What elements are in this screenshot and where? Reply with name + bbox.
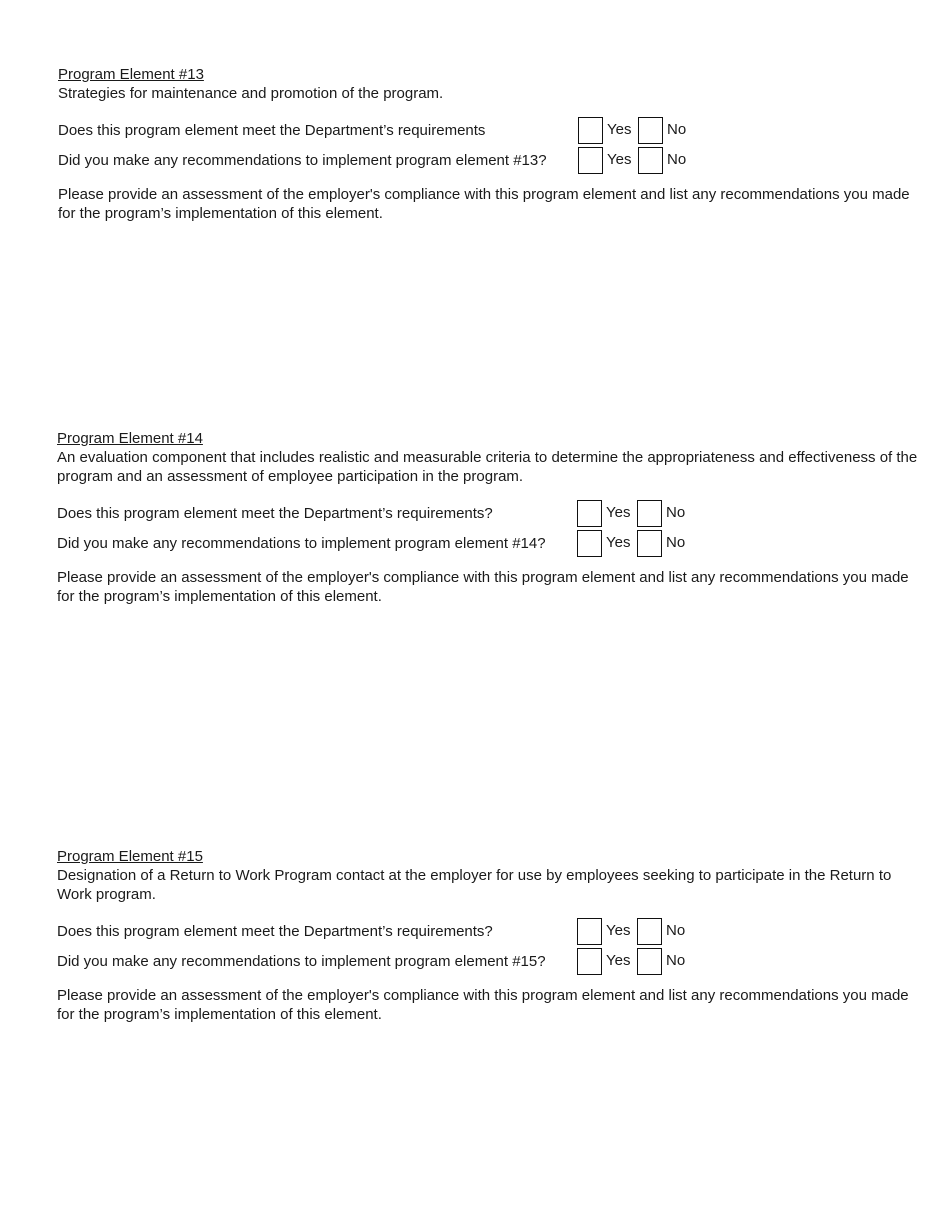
requirements-question: Does this program element meet the Department’s requirements bbox=[58, 122, 486, 139]
yes-label: Yes bbox=[607, 121, 632, 138]
yes-label: Yes bbox=[606, 952, 631, 969]
recommendations-yes-checkbox[interactable] bbox=[577, 948, 602, 975]
yes-label: Yes bbox=[606, 534, 631, 551]
assessment-prompt: Please provide an assessment of the employer's compliance with this program element and list any recommendations you made for the program’s implementation of this element. bbox=[57, 569, 909, 605]
recommendations-yes-checkbox[interactable] bbox=[578, 147, 603, 174]
recommendations-question-row bbox=[57, 530, 927, 560]
recommendations-question: Did you make any recommendations to implement program element #13? bbox=[58, 152, 547, 169]
requirements-question: Does this program element meet the Department’s requirements? bbox=[57, 505, 493, 522]
requirements-question: Does this program element meet the Department’s requirements? bbox=[57, 923, 493, 940]
assessment-prompt: Please provide an assessment of the employer's compliance with this program element and list any recommendations you made for the program’s implementation of this element. bbox=[57, 987, 909, 1023]
recommendations-question-row bbox=[57, 948, 927, 978]
program-element-13-section bbox=[58, 66, 928, 223]
program-element-description: Designation of a Return to Work Program contact at the employer for use by employees seeking to participate in the Return to Work program. bbox=[57, 867, 892, 903]
requirements-yes-checkbox[interactable] bbox=[578, 117, 603, 144]
recommendations-question-row bbox=[58, 147, 928, 177]
recommendations-question: Did you make any recommendations to implement program element #15? bbox=[57, 953, 546, 970]
yes-label: Yes bbox=[607, 151, 632, 168]
program-element-heading: Program Element #15 bbox=[57, 848, 203, 865]
recommendations-no-checkbox[interactable] bbox=[638, 147, 663, 174]
no-label: No bbox=[666, 534, 686, 551]
recommendations-no-checkbox[interactable] bbox=[637, 530, 662, 557]
requirements-question-row bbox=[58, 117, 928, 147]
requirements-no-checkbox[interactable] bbox=[637, 500, 662, 527]
recommendations-yes-checkbox[interactable] bbox=[577, 530, 602, 557]
requirements-yes-checkbox[interactable] bbox=[577, 918, 602, 945]
recommendations-no-checkbox[interactable] bbox=[637, 948, 662, 975]
no-label: No bbox=[666, 504, 686, 521]
program-element-description: Strategies for maintenance and promotion of the program. bbox=[58, 85, 444, 102]
requirements-yes-checkbox[interactable] bbox=[577, 500, 602, 527]
no-label: No bbox=[667, 121, 687, 138]
requirements-no-checkbox[interactable] bbox=[637, 918, 662, 945]
requirements-question-row bbox=[57, 500, 927, 530]
assessment-prompt: Please provide an assessment of the employer's compliance with this program element and list any recommendations you made for the program’s implementation of this element. bbox=[58, 186, 910, 222]
program-element-15-section bbox=[57, 848, 927, 1024]
requirements-question-row bbox=[57, 918, 927, 948]
program-element-heading: Program Element #14 bbox=[57, 430, 203, 447]
no-label: No bbox=[666, 952, 686, 969]
no-label: No bbox=[666, 922, 686, 939]
requirements-no-checkbox[interactable] bbox=[638, 117, 663, 144]
program-element-description: An evaluation component that includes realistic and measurable criteria to determine the appropriateness and effectiveness of the program and an assessment of employee participation in the program. bbox=[57, 449, 918, 485]
program-element-14-section bbox=[57, 430, 927, 606]
yes-label: Yes bbox=[606, 504, 631, 521]
program-element-heading: Program Element #13 bbox=[58, 66, 204, 83]
recommendations-question: Did you make any recommendations to implement program element #14? bbox=[57, 535, 546, 552]
no-label: No bbox=[667, 151, 687, 168]
yes-label: Yes bbox=[606, 922, 631, 939]
